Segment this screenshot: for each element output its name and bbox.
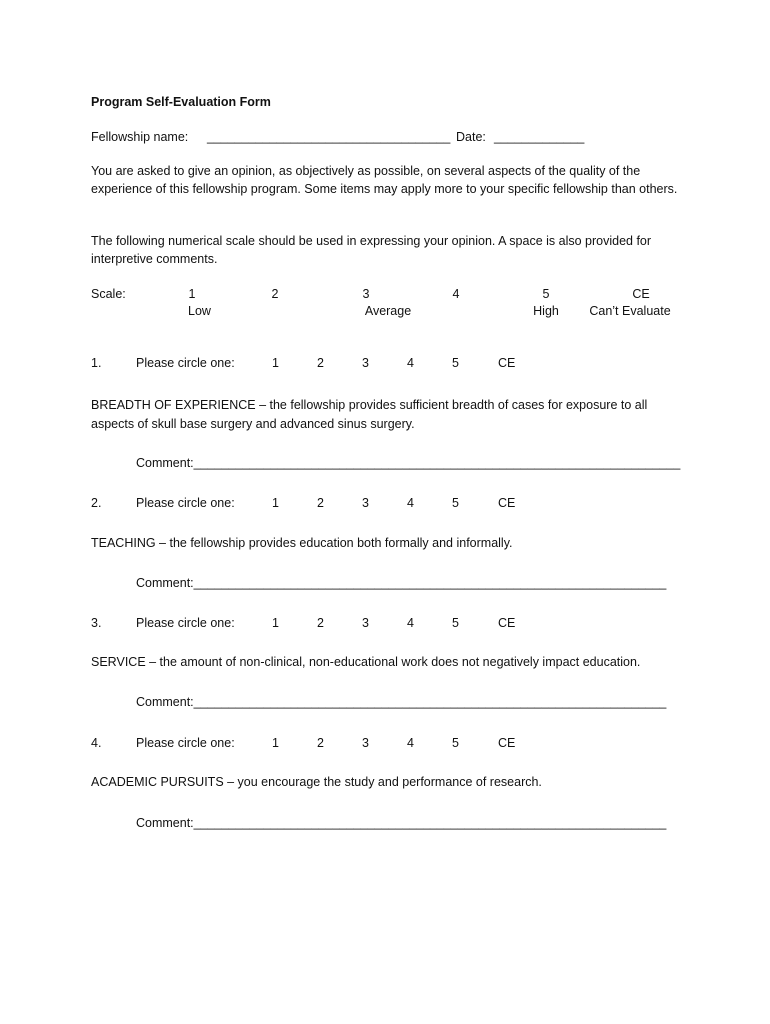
rating-option-5[interactable]: 5 <box>452 356 459 370</box>
scale-value: 1 <box>188 287 196 301</box>
scale-value: 5 <box>542 287 550 301</box>
rating-row-3 <box>0 615 770 633</box>
scale-caption: Average <box>364 304 412 318</box>
scale-value: 2 <box>271 287 279 301</box>
item-number: 2. <box>91 496 102 510</box>
scale-value: 3 <box>362 287 370 301</box>
date-label: Date: <box>456 130 486 144</box>
rating-option-ce[interactable]: CE <box>498 736 516 750</box>
item-description-service: SERVICE – the amount of non-clinical, non-educational work does not negatively impact education. <box>91 655 641 669</box>
circle-prompt: Please circle one: <box>136 616 235 630</box>
item-description-breadth: BREADTH OF EXPERIENCE – the fellowship provides sufficient breadth of cases for exposure to all aspects of skull base surgery and advanced sinus surgery. <box>91 398 648 431</box>
rating-option-1[interactable]: 1 <box>272 616 279 630</box>
scale-caption: High <box>533 304 559 318</box>
scale-point-ce <box>570 286 690 320</box>
rating-option-2[interactable]: 2 <box>317 736 324 750</box>
rating-option-3[interactable]: 3 <box>362 736 369 750</box>
rating-option-ce[interactable]: CE <box>498 616 516 630</box>
item-number: 4. <box>91 736 102 750</box>
circle-prompt: Please circle one: <box>136 356 235 370</box>
scale-caption: Low <box>188 304 211 318</box>
rating-option-4[interactable]: 4 <box>407 356 414 370</box>
rating-option-4[interactable]: 4 <box>407 736 414 750</box>
rating-option-2[interactable]: 2 <box>317 356 324 370</box>
date-field[interactable]: _____________ <box>494 130 585 144</box>
circle-prompt: Please circle one: <box>136 496 235 510</box>
item-description-teaching: TEACHING – the fellowship provides education both formally and informally. <box>91 536 513 550</box>
comment-field-4[interactable]: Comment:____________________________________________________________________ <box>136 816 667 830</box>
rating-option-ce[interactable]: CE <box>498 356 516 370</box>
scale-value: CE <box>632 287 650 301</box>
rating-option-5[interactable]: 5 <box>452 496 459 510</box>
comment-field-3[interactable]: Comment:____________________________________________________________________ <box>136 695 667 709</box>
rating-option-2[interactable]: 2 <box>317 496 324 510</box>
rating-row-1 <box>0 355 770 373</box>
rating-option-1[interactable]: 1 <box>272 496 279 510</box>
rating-option-3[interactable]: 3 <box>362 496 369 510</box>
comment-field-1[interactable]: Comment:______________________________________________________________________ <box>136 456 681 470</box>
scale-caption: Can’t Evaluate <box>589 304 671 318</box>
item-number: 3. <box>91 616 102 630</box>
rating-option-4[interactable]: 4 <box>407 496 414 510</box>
rating-row-2 <box>0 495 770 513</box>
rating-option-5[interactable]: 5 <box>452 616 459 630</box>
fellowship-name-label: Fellowship name: <box>91 130 189 144</box>
item-description-academic: ACADEMIC PURSUITS – you encourage the study and performance of research. <box>91 775 542 789</box>
rating-option-1[interactable]: 1 <box>272 356 279 370</box>
circle-prompt: Please circle one: <box>136 736 235 750</box>
form-title: Program Self-Evaluation Form <box>91 95 271 109</box>
intro-paragraph: You are asked to give an opinion, as objectively as possible, on several aspects of the quality of the experience of this fellowship program. Some items may apply more to your specific fellowship than others. <box>91 164 678 196</box>
rating-option-5[interactable]: 5 <box>452 736 459 750</box>
rating-option-1[interactable]: 1 <box>272 736 279 750</box>
scale-value: 4 <box>452 287 460 301</box>
item-number: 1. <box>91 356 102 370</box>
rating-option-4[interactable]: 4 <box>407 616 414 630</box>
rating-option-2[interactable]: 2 <box>317 616 324 630</box>
rating-option-3[interactable]: 3 <box>362 356 369 370</box>
scale-instructions: The following numerical scale should be used in expressing your opinion. A space is also provided for interpretive comments. <box>91 234 652 266</box>
scale-label: Scale: <box>91 287 126 301</box>
rating-option-3[interactable]: 3 <box>362 616 369 630</box>
comment-field-2[interactable]: Comment:____________________________________________________________________ <box>136 576 667 590</box>
rating-row-4 <box>0 735 770 753</box>
fellowship-name-field[interactable]: ___________________________________ <box>207 130 451 144</box>
rating-option-ce[interactable]: CE <box>498 496 516 510</box>
